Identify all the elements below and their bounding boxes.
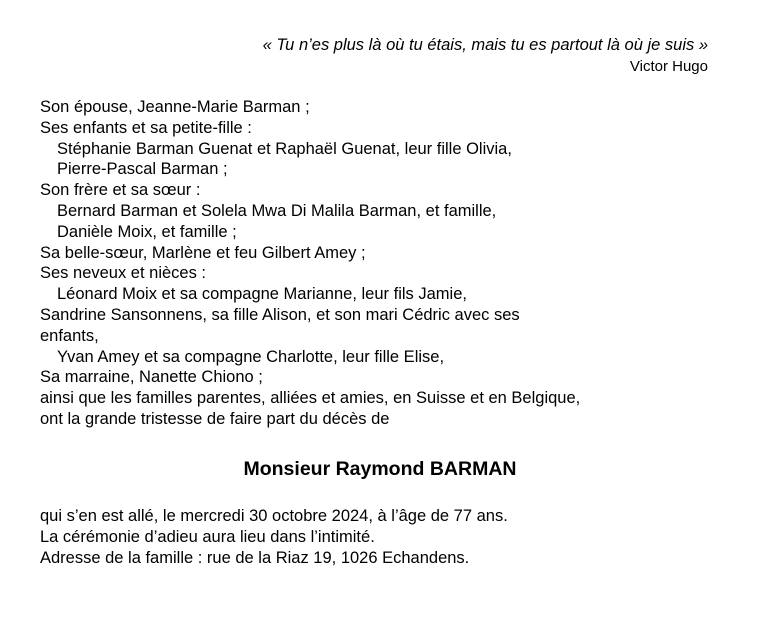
family-list — [40, 97, 720, 430]
family-line: Léonard Moix et sa compagne Marianne, leur fils Jamie, — [57, 285, 467, 304]
quote-text: « Tu n’es plus là où tu étais, mais tu es partout là où je suis » — [262, 36, 708, 54]
family-line: Son épouse, Jeanne-Marie Barman ; — [40, 98, 310, 116]
family-line: enfants, — [40, 326, 99, 345]
family-line: Sa marraine, Nanette Chiono ; — [40, 368, 263, 387]
family-line: Yvan Amey et sa compagne Charlotte, leur fille Elise, — [57, 347, 445, 366]
family-line: Sandrine Sansonnens, sa fille Alison, et son mari Cédric avec ses — [40, 305, 520, 324]
quote-author: Victor Hugo — [629, 58, 708, 75]
closing-line: qui s’en est allé, le mercredi 30 octobre 2024, à l’âge de 77 ans. — [40, 507, 508, 525]
family-line: Bernard Barman et Solela Mwa Di Malila Barman, et famille, — [57, 201, 497, 220]
deceased-name: Monsieur Raymond BARMAN — [243, 458, 517, 480]
family-line: Pierre-Pascal Barman ; — [57, 160, 228, 179]
family-line: Danièle Moix, et famille ; — [57, 222, 237, 241]
family-line: Stéphanie Barman Guenat et Raphaël Guenat, leur fille Olivia, — [57, 139, 512, 158]
family-line: ont la grande tristesse de faire part du décès de — [40, 409, 390, 428]
closing-line: Adresse de la famille : rue de la Riaz 19, 1026 Echandens. — [40, 548, 470, 567]
family-line: Son frère et sa sœur : — [40, 181, 201, 200]
closing-line: La cérémonie d’adieu aura lieu dans l’intimité. — [40, 527, 375, 546]
family-line: Ses enfants et sa petite-fille : — [40, 118, 252, 137]
family-line: Ses neveux et nièces : — [40, 264, 207, 283]
family-line: Sa belle-sœur, Marlène et feu Gilbert Amey ; — [40, 243, 366, 262]
closing-text — [40, 506, 508, 568]
family-line: ainsi que les familles parentes, alliées et amies, en Suisse et en Belgique, — [40, 389, 581, 408]
